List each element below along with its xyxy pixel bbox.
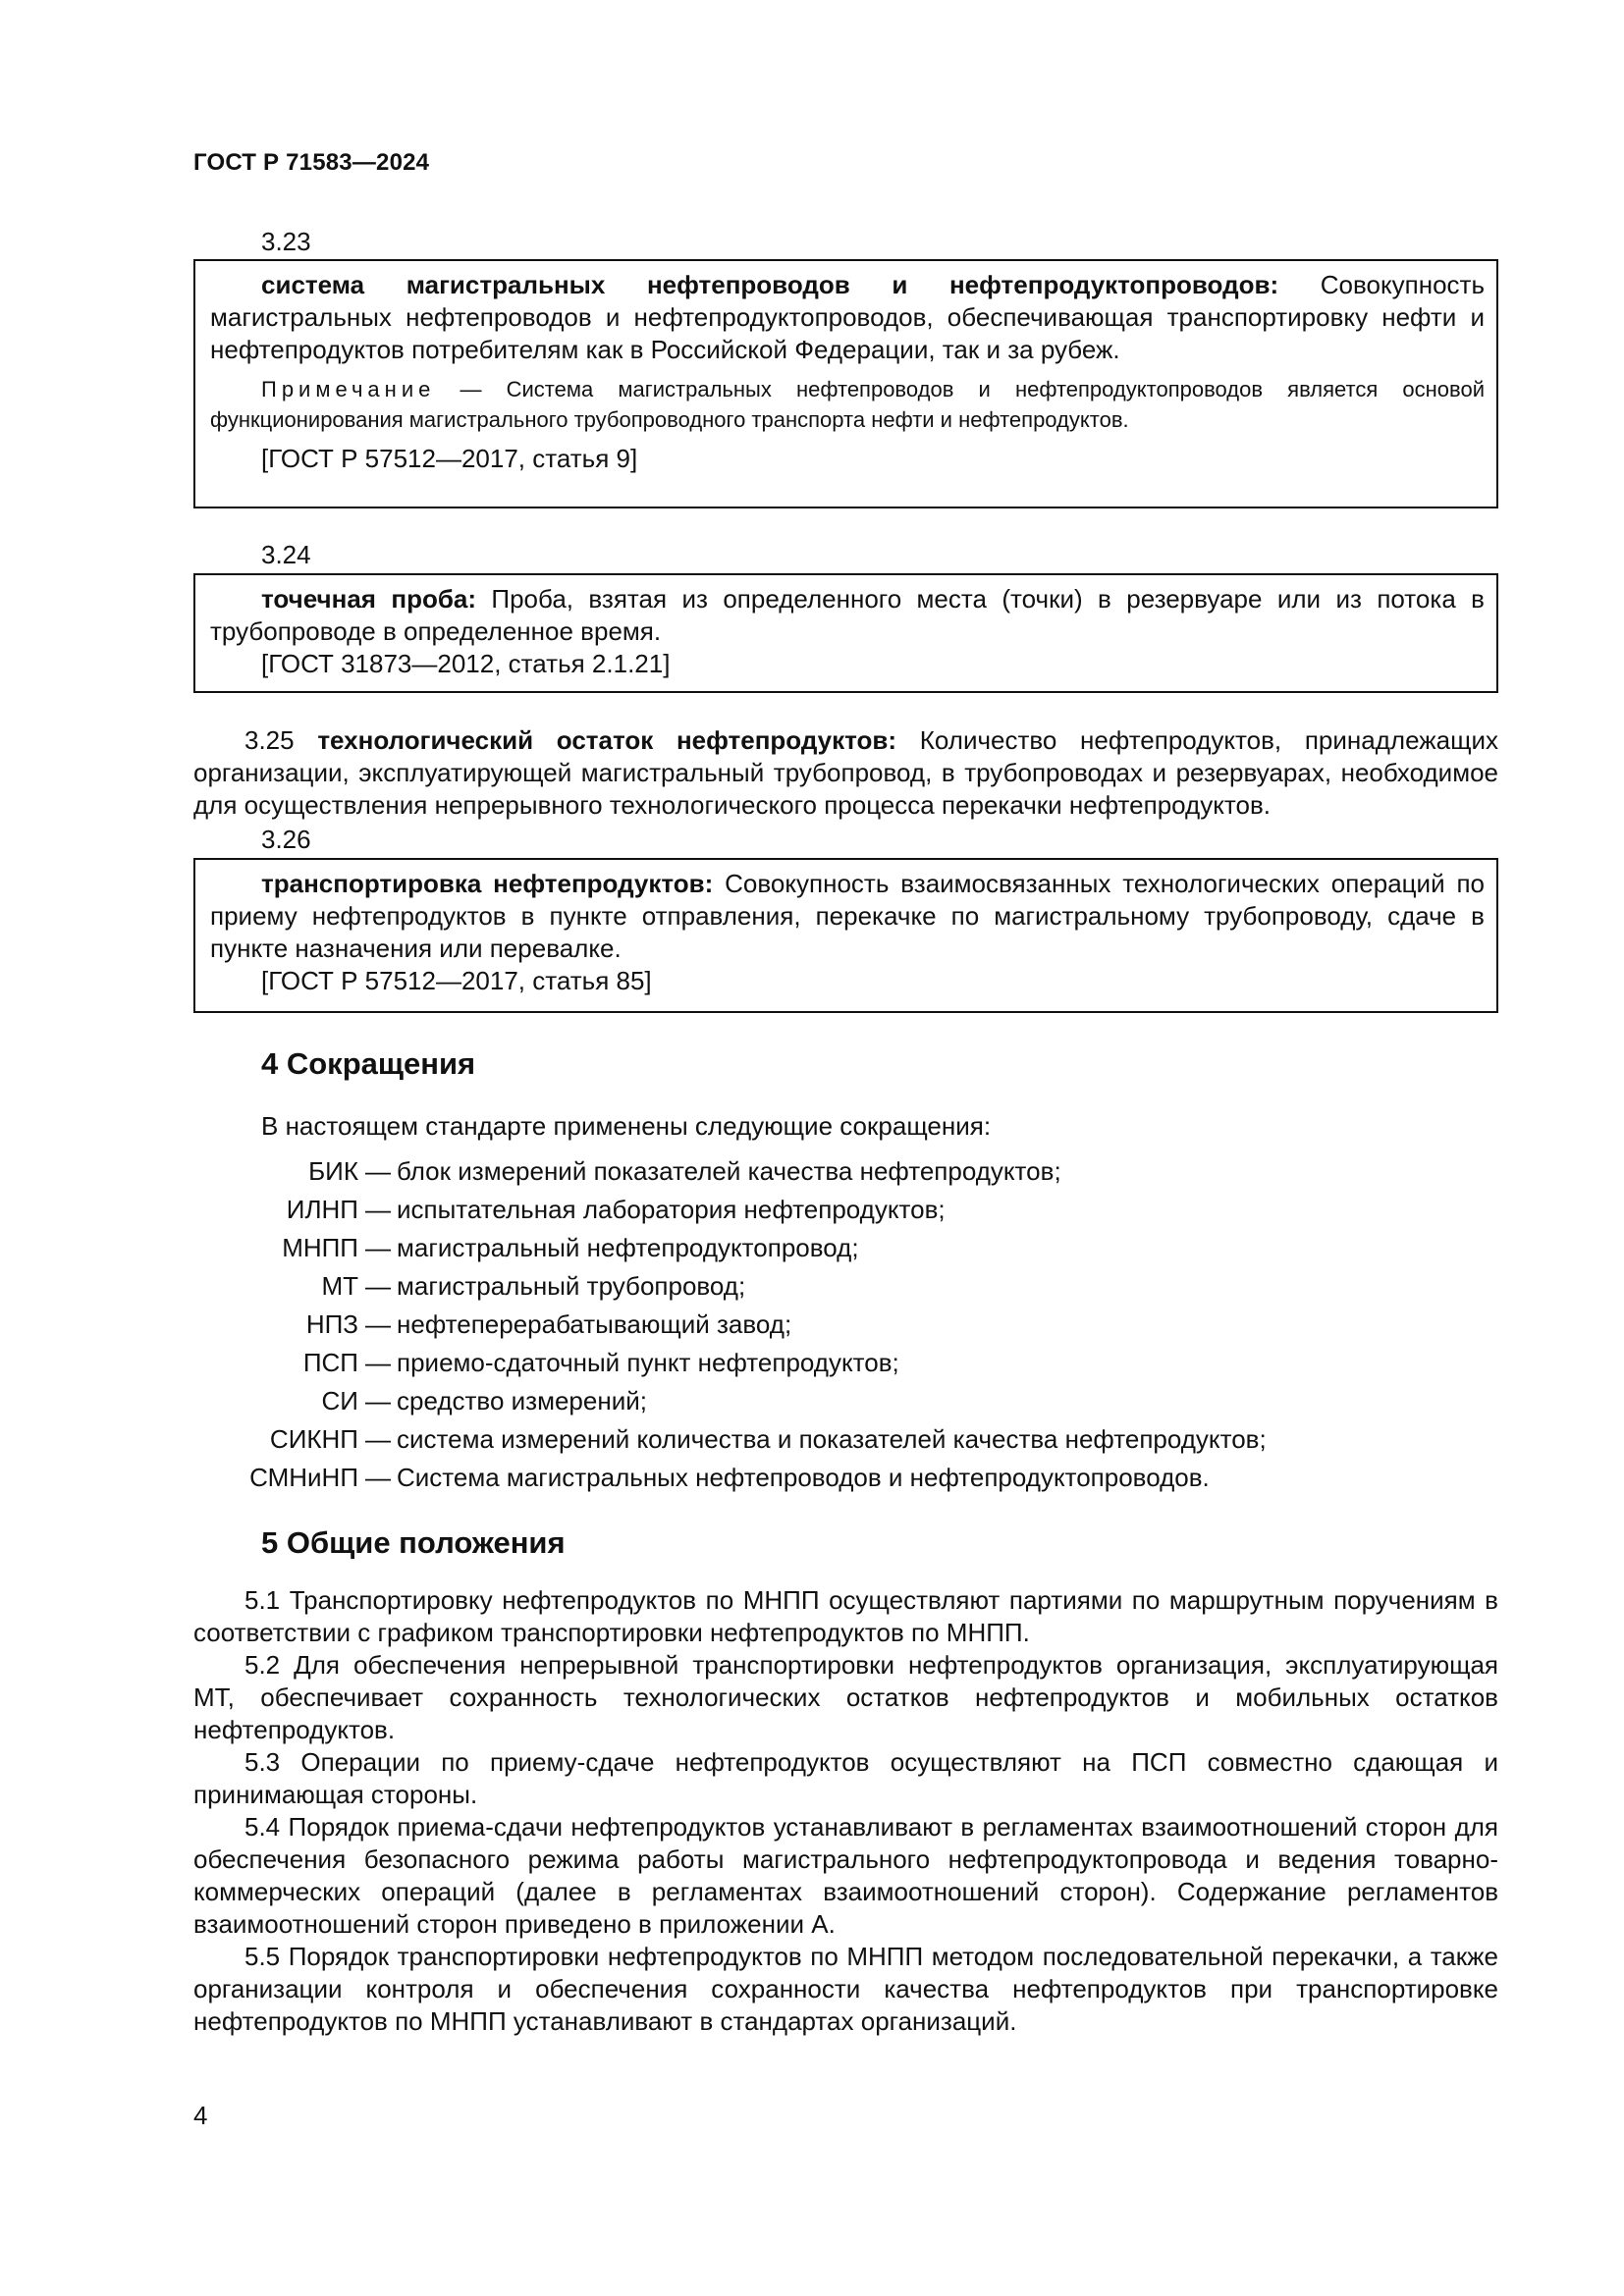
term-number: 3.25: [244, 725, 295, 755]
term-title: технологический остаток нефтепродуктов:: [317, 725, 897, 755]
term-title: система магистральных нефтепроводов и нефтепродуктопроводов:: [261, 270, 1279, 299]
abbr-dash: —: [365, 1271, 391, 1301]
abbreviation-row: [193, 1152, 1498, 1191]
term-text: Совокупность магистральных нефтепроводов и нефтепродуктопроводов, обеспечивающая транспортировку нефти и нефтепродуктов потребителям как в Российской Федерации, так и за рубеж.: [210, 270, 1485, 364]
term-3-25: [193, 724, 1498, 822]
abbr-dash: —: [365, 1424, 391, 1454]
term-note: [210, 374, 1485, 435]
paragraph-5-1: 5.1 Транспортировку нефтепродуктов по МНПП осуществляют партиями по маршрутным поручениям в соответствии с графиком транспортировки нефтепродуктов по МНПП.: [193, 1585, 1498, 1647]
term-definition: [210, 583, 1485, 648]
abbr-definition: магистральный трубопровод;: [397, 1271, 746, 1301]
abbr-definition: система измерений количества и показателей качества нефтепродуктов;: [397, 1424, 1267, 1454]
section-4-title: 4 Сокращения: [261, 1046, 476, 1081]
term-number-3-23: 3.23: [261, 227, 311, 256]
term-definition: [193, 724, 1498, 822]
section-5-title: 5 Общие положения: [261, 1525, 566, 1560]
paragraph-5-5: 5.5 Порядок транспортировки нефтепродуктов по МНПП методом последовательной перекачки, а также организации контроля и обеспечения сохранности качества нефтепродуктов при транспортировке нефтепродуктов по МНПП устанавливают в стандартах организаций.: [193, 1942, 1498, 2036]
abbr-term: СИ: [321, 1386, 358, 1415]
term-box-3-24: [193, 573, 1498, 693]
term-box-3-26: [193, 858, 1498, 1013]
section-5-body: [193, 1584, 1498, 2038]
abbr-dash: —: [365, 1386, 391, 1415]
term-text: Количество нефтепродуктов, принадлежащих организации, эксплуатирующей магистральный трубопровод, в трубопроводах и резервуарах, необходимое для осуществления непрерывного технологического процесса перекачки нефтепродуктов.: [193, 725, 1498, 820]
abbreviation-row: [193, 1191, 1498, 1229]
term-source: [ГОСТ 31873—2012, статья 2.1.21]: [261, 649, 671, 678]
paragraph-5-2: 5.2 Для обеспечения непрерывной транспортировки нефтепродуктов организация, эксплуатирующая МТ, обеспечивает сохранность технологических остатков нефтепродуктов и мобильных остатков нефтепродуктов.: [193, 1650, 1498, 1744]
abbr-dash: —: [365, 1233, 391, 1262]
abbreviation-row: [193, 1267, 1498, 1306]
term-number-3-26: 3.26: [261, 825, 311, 854]
term-number-3-24: 3.24: [261, 540, 311, 569]
abbreviation-row: [193, 1229, 1498, 1267]
abbr-term: МТ: [321, 1271, 358, 1301]
paragraph-5-3: 5.3 Операции по приему-сдаче нефтепродуктов осуществляют на ПСП совместно сдающая и принимающая стороны.: [193, 1747, 1498, 1809]
abbreviation-row: [193, 1344, 1498, 1382]
term-source: [ГОСТ Р 57512—2017, статья 9]: [261, 444, 638, 473]
abbr-term: ПСП: [302, 1348, 358, 1377]
abbr-definition: нефтеперерабатывающий завод;: [397, 1309, 792, 1339]
term-definition: [210, 868, 1485, 965]
term-text: Совокупность взаимосвязанных технологических операций по приему нефтепродуктов в пункте отправления, перекачке по магистральному трубопроводу, сдаче в пункте назначения или перевалке.: [210, 869, 1486, 963]
abbr-definition: магистральный нефтепродуктопровод;: [397, 1233, 859, 1262]
section-4-intro: В настоящем стандарте применены следующие сокращения:: [261, 1111, 992, 1141]
term-box-3-23: [193, 259, 1498, 508]
note-label: Примечание: [261, 377, 436, 401]
term-text: Проба, взятая из определенного места (точки) в резервуаре или из потока в трубопроводе в определенное время.: [210, 584, 1485, 646]
abbr-definition: Система магистральных нефтепроводов и нефтепродуктопроводов.: [397, 1463, 1210, 1492]
abbr-term: МНПП: [282, 1233, 358, 1262]
note-text: — Система магистральных нефтепроводов и нефтепродуктопроводов является основой функционирования магистрального трубопроводного транспорта нефти и нефтепродуктов.: [210, 377, 1485, 432]
abbr-definition: блок измерений показателей качества нефтепродуктов;: [397, 1156, 1061, 1186]
abbr-term: СМНиНП: [249, 1463, 358, 1492]
term-title: транспортировка нефтепродуктов:: [261, 869, 714, 898]
abbreviation-row: [193, 1459, 1498, 1497]
abbr-term: НПЗ: [305, 1309, 358, 1339]
abbr-dash: —: [365, 1309, 391, 1339]
abbr-term: СИКНП: [269, 1424, 358, 1454]
abbr-definition: испытательная лаборатория нефтепродуктов;: [397, 1195, 946, 1224]
abbreviation-row: [193, 1420, 1498, 1459]
abbr-definition: средство измерений;: [397, 1386, 647, 1415]
abbreviation-row: [193, 1306, 1498, 1344]
abbr-definition: приемо-сдаточный пункт нефтепродуктов;: [397, 1348, 899, 1377]
paragraph-5-4: 5.4 Порядок приема-сдачи нефтепродуктов устанавливают в регламентах взаимоотношений сторон для обеспечения безопасного режима работы магистрального нефтепродуктопровода и ведения товарно-коммерческих операций (далее в регламентах взаимоотношений сторон). Содержание регламентов взаимоотношений сторон приведено в приложении А.: [193, 1812, 1498, 1939]
abbr-term: БИК: [308, 1156, 358, 1186]
page-number: 4: [193, 2101, 208, 2130]
abbr-term: ИЛНП: [286, 1195, 358, 1224]
abbr-dash: —: [365, 1463, 391, 1492]
document-header: ГОСТ Р 71583—2024: [193, 149, 430, 176]
term-source: [ГОСТ Р 57512—2017, статья 85]: [261, 966, 652, 995]
abbr-dash: —: [365, 1348, 391, 1377]
abbr-dash: —: [365, 1156, 391, 1186]
abbreviation-row: [193, 1382, 1498, 1420]
term-definition: [210, 269, 1485, 366]
term-title: точечная проба:: [261, 584, 477, 614]
abbr-dash: —: [365, 1195, 391, 1224]
